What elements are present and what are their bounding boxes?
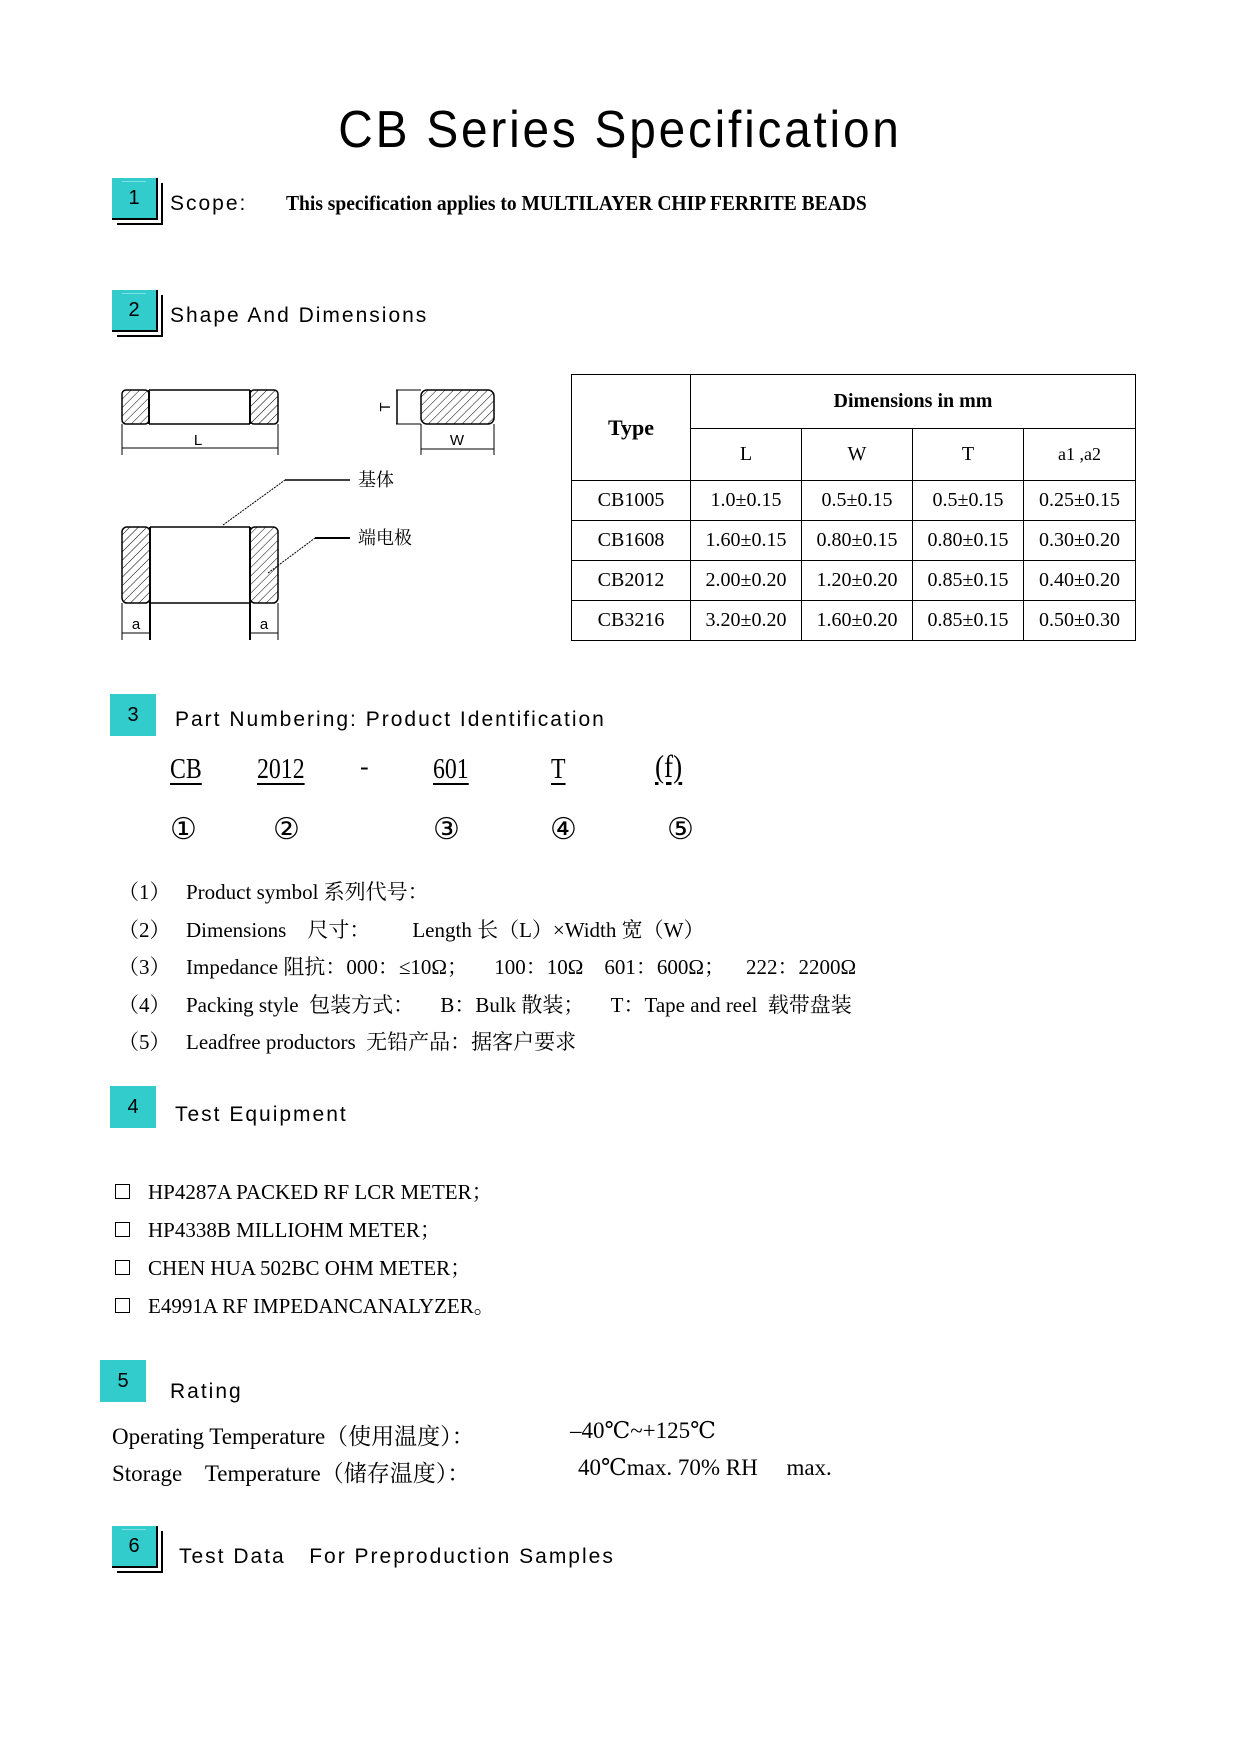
section-3-title: Part Numbering: Product Identification [175, 708, 606, 731]
section-4-title: Test Equipment [175, 1103, 348, 1126]
list-index: （3） [118, 955, 171, 979]
marker-1: ① [170, 813, 197, 846]
storage-temperature-value: 40℃max. 70% RH max. [578, 1455, 832, 1480]
list-text: Impedance 阻抗：000：≤10Ω； 100：10Ω 601：600Ω； 222：2200Ω [186, 955, 857, 979]
cell-a: 0.50±0.30 [1024, 601, 1136, 641]
cell-type: CB3216 [572, 601, 691, 641]
table-row [572, 481, 1136, 521]
cell-type: CB1608 [572, 521, 691, 561]
equipment-label: HP4287A PACKED RF LCR METER； [148, 1180, 493, 1204]
list-index: （5） [118, 1030, 171, 1054]
list-item [118, 876, 856, 914]
cell-T: 0.85±0.15 [913, 601, 1024, 641]
checkbox-icon [115, 1184, 130, 1199]
marker-5: ⑤ [667, 813, 694, 846]
section-2-badge [112, 290, 158, 332]
type-header: Type [572, 375, 691, 481]
label-W: W [449, 432, 465, 449]
list-item [118, 1026, 856, 1064]
section-2-title: Shape And Dimensions [170, 304, 429, 327]
section-6-badge [112, 1526, 158, 1568]
section-number: 1 [128, 186, 140, 209]
section-number: 5 [117, 1369, 129, 1392]
label-T: T [377, 402, 394, 412]
list-text: Dimensions 尺寸： Length 长（L）×Width 宽（W） [186, 917, 705, 942]
cell-L: 1.60±0.15 [691, 521, 802, 561]
part-number-legend [118, 876, 856, 1064]
part-code-dash: - [360, 752, 369, 781]
label-L: L [193, 432, 203, 449]
cell-a: 0.30±0.20 [1024, 521, 1136, 561]
marker-4: ④ [550, 813, 577, 846]
equipment-label: HP4338B MILLIOHM METER； [148, 1218, 441, 1242]
section-5-badge [100, 1360, 146, 1402]
section-number: 6 [128, 1534, 140, 1557]
cell-type: CB1005 [572, 481, 691, 521]
list-item [115, 1210, 495, 1248]
chip-dimension-diagram [100, 370, 520, 645]
list-item [115, 1172, 495, 1210]
col-header-T: T [913, 429, 1024, 481]
list-text: Product symbol 系列代号： [186, 880, 429, 904]
scope-text: This specification applies to MULTILAYER CHIP FERRITE BEADS [286, 191, 867, 215]
part-code-series: CB [170, 754, 202, 785]
cell-type: CB2012 [572, 561, 691, 601]
marker-2: ② [273, 813, 300, 846]
cell-L: 3.20±0.20 [691, 601, 802, 641]
section-3-badge [110, 694, 156, 736]
list-index: （1） [118, 880, 171, 904]
equipment-list [115, 1172, 495, 1324]
label-a2: a [259, 616, 269, 633]
section-1-badge [112, 178, 158, 220]
label-a1: a [131, 616, 141, 633]
col-header-W: W [802, 429, 913, 481]
part-code-packing: T [551, 754, 566, 785]
section-4-badge [110, 1086, 156, 1128]
side-view-shape [396, 390, 494, 455]
section-number: 2 [128, 298, 140, 321]
cell-W: 1.20±0.20 [802, 561, 913, 601]
list-item [115, 1286, 495, 1324]
operating-temperature-label: Operating Temperature（使用温度）： [112, 1424, 475, 1449]
storage-temperature-label: Storage Temperature（储存温度）： [112, 1461, 471, 1486]
cell-W: 0.5±0.15 [802, 481, 913, 521]
list-item [115, 1248, 495, 1286]
cell-T: 0.80±0.15 [913, 521, 1024, 561]
table-row [572, 561, 1136, 601]
checkbox-icon [115, 1260, 130, 1275]
operating-temperature-value: –40℃~+125℃ [570, 1418, 716, 1443]
part-code-leadfree: (f) [655, 748, 683, 784]
cell-a: 0.40±0.20 [1024, 561, 1136, 601]
label-electrode: 端电极 [358, 528, 412, 549]
cell-T: 0.5±0.15 [913, 481, 1024, 521]
page-title: CB Series Specification [338, 101, 902, 159]
list-item [118, 951, 856, 989]
cell-W: 1.60±0.20 [802, 601, 913, 641]
col-header-L: L [691, 429, 802, 481]
cell-a: 0.25±0.15 [1024, 481, 1136, 521]
list-index: （4） [118, 992, 171, 1017]
cell-W: 0.80±0.15 [802, 521, 913, 561]
dimensions-table [571, 374, 1136, 641]
part-code-impedance: 601 [433, 754, 469, 785]
cell-L: 2.00±0.20 [691, 561, 802, 601]
label-body: 基体 [358, 470, 394, 491]
cell-T: 0.85±0.15 [913, 561, 1024, 601]
equipment-label: CHEN HUA 502BC OHM METER； [148, 1256, 472, 1280]
checkbox-icon [115, 1222, 130, 1237]
table-row [572, 521, 1136, 561]
marker-3: ③ [433, 813, 460, 846]
part-code-dimensions: 2012 [257, 754, 305, 785]
col-header-a: a1 ,a2 [1024, 429, 1136, 481]
list-text: Leadfree productors 无铅产品：据客户要求 [186, 1030, 577, 1054]
table-row [572, 601, 1136, 641]
list-text: Packing style 包装方式： B：Bulk 散装； T：Tape and reel 载带盘装 [186, 992, 852, 1017]
bottom-view-shape [122, 480, 350, 640]
section-6-title: Test Data For Preproduction Samples [179, 1545, 615, 1568]
section-number: 3 [127, 703, 139, 726]
list-item [118, 989, 856, 1027]
list-index: （2） [118, 917, 171, 942]
equipment-label: E4991A RF IMPEDANCANALYZER。 [148, 1294, 495, 1318]
checkbox-icon [115, 1298, 130, 1313]
section-1-title: Scope: [170, 192, 248, 215]
list-item [118, 914, 856, 952]
section-5-title: Rating [170, 1380, 243, 1403]
cell-L: 1.0±0.15 [691, 481, 802, 521]
section-number: 4 [127, 1095, 139, 1118]
dimensions-group-header: Dimensions in mm [691, 375, 1136, 429]
